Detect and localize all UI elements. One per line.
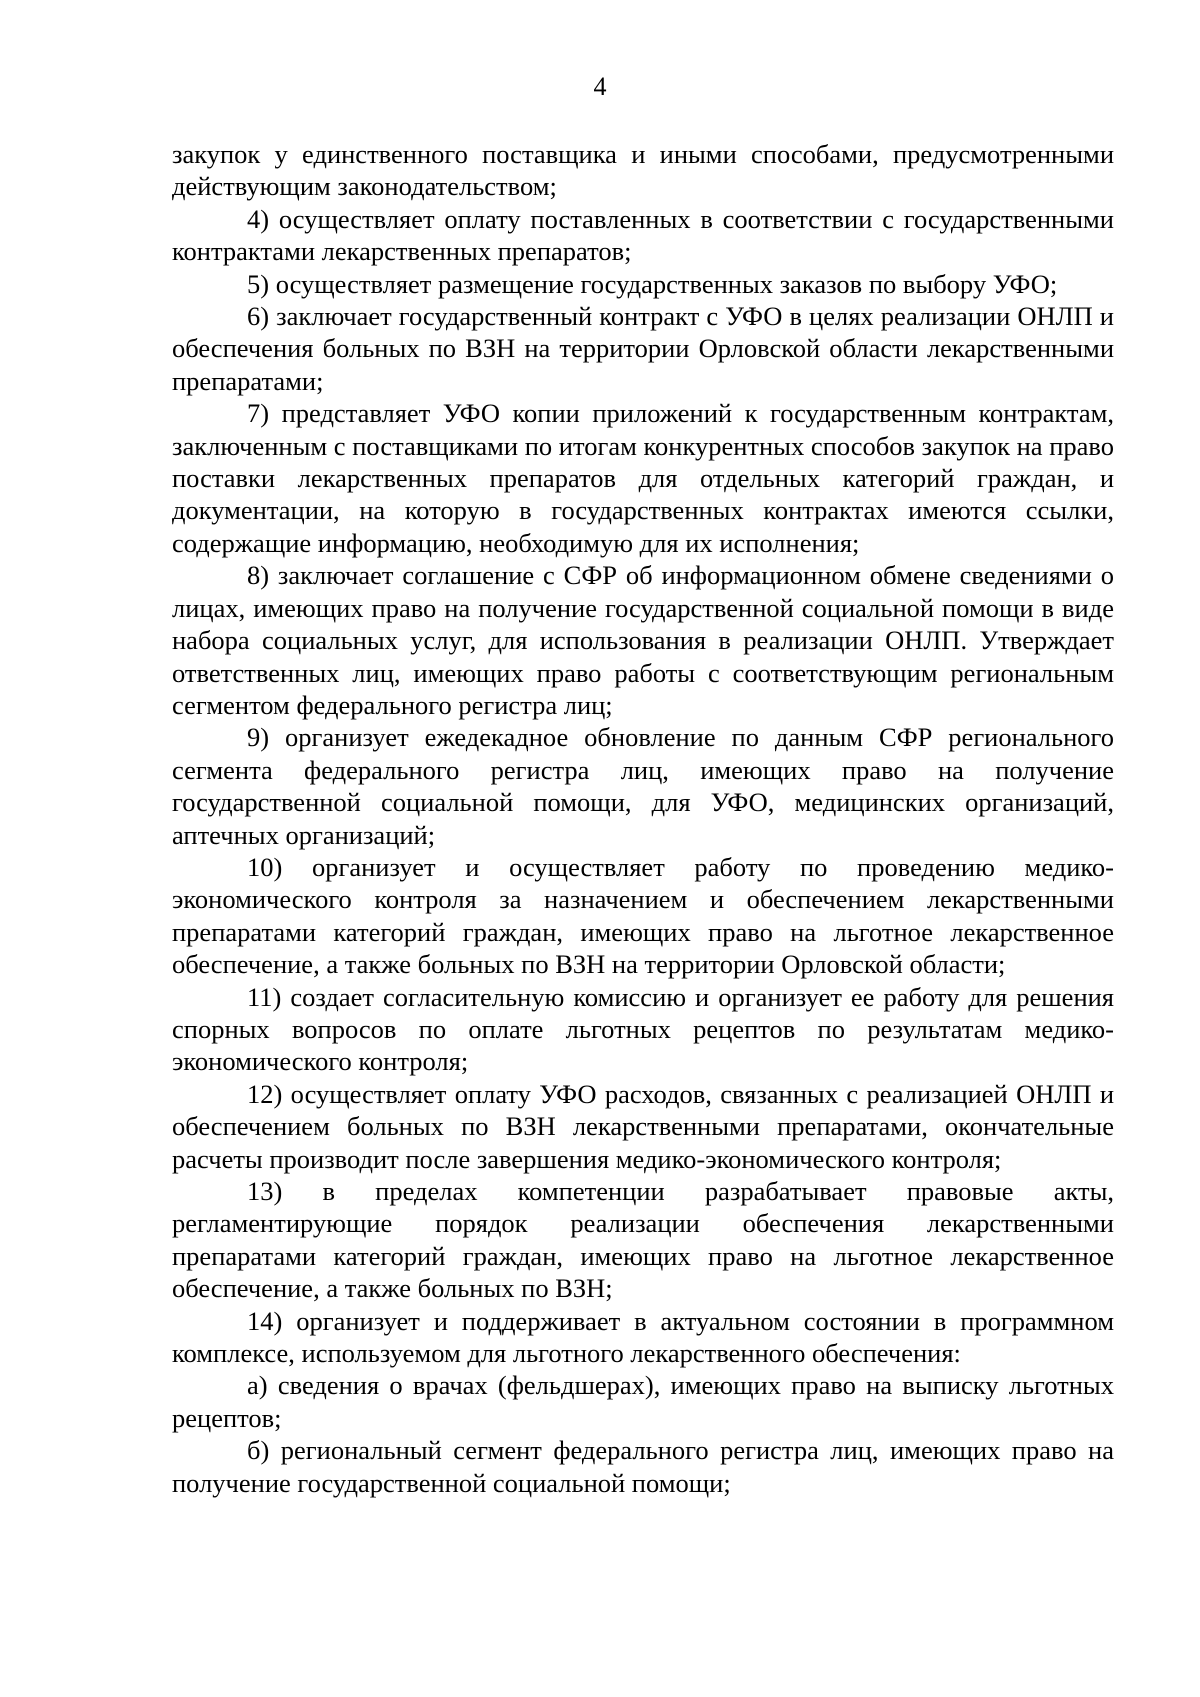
paragraph-item-4: 4) осуществляет оплату поставленных в соответствии с государственными контрактами лекарственных препаратов; [172, 203, 1114, 267]
paragraph-subitem-a: а) сведения о врачах (фельдшерах), имеющих право на выписку льготных рецептов; [172, 1370, 1114, 1433]
document-body [172, 138, 1114, 1499]
paragraph-item-11: 11) создает согласительную комиссию и организует ее работу для решения спорных вопросов по оплате льготных рецептов по результатам медико-экономического контроля; [172, 981, 1114, 1077]
paragraph-item-7: 7) представляет УФО копии приложений к государственным контрактам, заключенным с поставщиками по итогам конкурентных способов закупок на право поставки лекарственных препаратов для отдельных категорий граждан, и документации, на которую в государственных контрактах имеются ссылки, содержащие информацию, необходимую для их исполнения; [172, 398, 1114, 558]
paragraph-item-10: 10) организует и осуществляет работу по проведению медико-экономического контроля за назначением и обеспечением лекарственными препаратами категорий граждан, имеющих право на льготное лекарственное обеспечение, а также больных по ВЗН на территории Орловской области; [172, 851, 1114, 980]
paragraph-continuation: закупок у единственного поставщика и иными способами, предусмотренными действующим законодательством; [172, 139, 1114, 202]
paragraph-item-9: 9) организует ежедекадное обновление по данным СФР регионального сегмента федерального регистра лиц, имеющих право на получение государственной социальной помощи, для УФО, медицинских организаций, аптечных организаций; [172, 722, 1114, 850]
page-number: 4 [593, 72, 607, 101]
paragraph-subitem-b: б) региональный сегмент федерального регистра лиц, имеющих право на получение государственной социальной помощи; [172, 1435, 1114, 1498]
paragraph-item-13: 13) в пределах компетенции разрабатывает правовые акты, регламентирующие порядок реализации обеспечения лекарственными препаратами категорий граждан, имеющих право на льготное лекарственное обеспечение, а также больных по ВЗН; [172, 1176, 1114, 1304]
paragraph-item-14: 14) организует и поддерживает в актуальном состоянии в программном комплексе, используемом для льготного лекарственного обеспечения: [172, 1305, 1114, 1369]
paragraph-item-6: 6) заключает государственный контракт с УФО в целях реализации ОНЛП и обеспечения больных по ВЗН на территории Орловской области лекарственными препаратами; [172, 301, 1114, 396]
paragraph-item-5: 5) осуществляет размещение государственных заказов по выбору УФО; [247, 268, 1058, 299]
paragraph-item-12: 12) осуществляет оплату УФО расходов, связанных с реализацией ОНЛП и обеспечением больных по ВЗН лекарственными препаратами, окончательные расчеты производит после завершения медико-экономического контроля; [172, 1078, 1114, 1174]
paragraph-item-8: 8) заключает соглашение с СФР об информационном обмене сведениями о лицах, имеющих право на получение государственной социальной помощи в виде набора социальных услуг, для использования в реализации ОНЛП. Утверждает ответственных лиц, имеющих право работы с соответствующим региональным сегментом федерального регистра лиц; [172, 560, 1114, 720]
